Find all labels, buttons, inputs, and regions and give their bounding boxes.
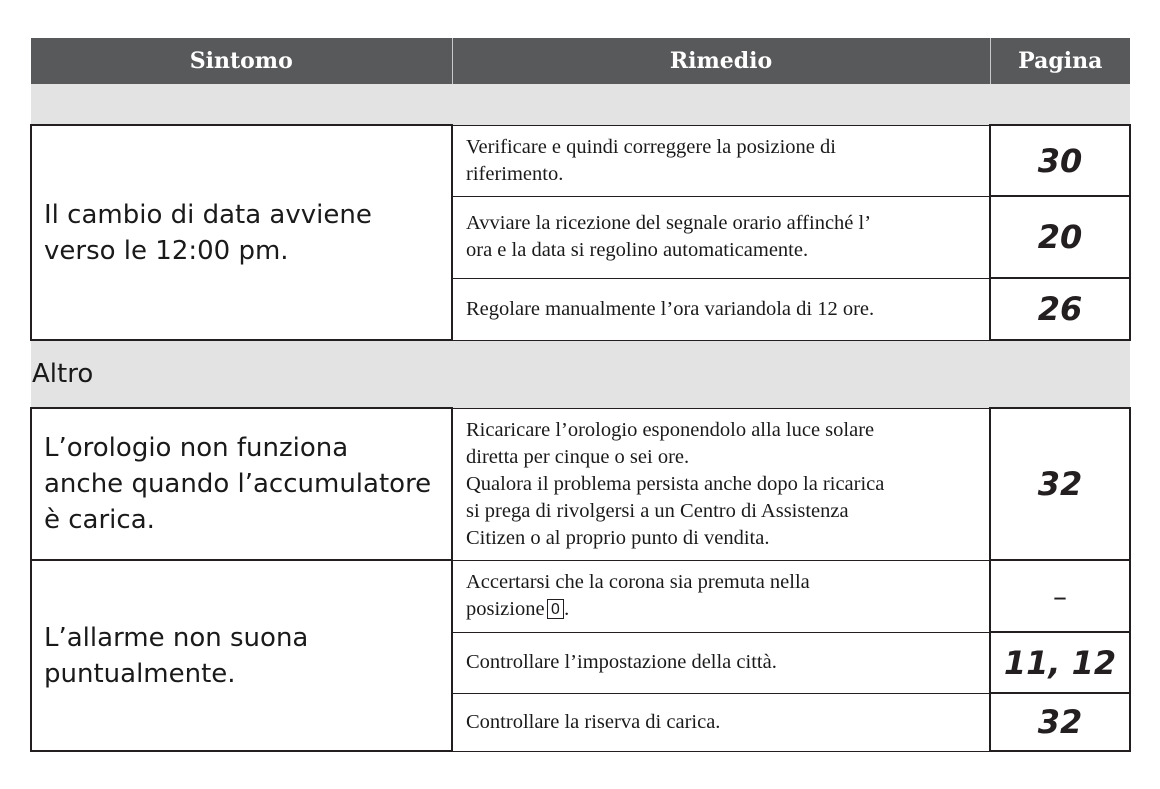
symptom-line: anche quando l’accumulatore [44, 469, 432, 499]
page-number: 32 [990, 408, 1130, 560]
remedy-line: Verificare e quindi correggere la posizione di [466, 135, 836, 158]
symptom-cell [31, 560, 452, 751]
section-title: Altro [31, 340, 1130, 408]
remedy-cell [452, 196, 990, 278]
table-row [31, 408, 1130, 560]
page-number: 30 [990, 125, 1130, 196]
remedy-line: Ricaricare l’orologio esponendolo alla luce solare [466, 418, 875, 441]
symptom-cell [31, 408, 452, 560]
remedy-line: Qualora il problema persista anche dopo la ricarica [466, 472, 885, 495]
remedy-cell [452, 560, 990, 632]
remedy-line: Controllare la riserva di carica. [466, 710, 721, 733]
remedy-line: ora e la data si regolino automaticamente. [466, 239, 809, 261]
remedy-line: diretta per cinque o sei ore. [466, 445, 690, 468]
troubleshooting-table [30, 38, 1131, 752]
page-number: 20 [990, 196, 1130, 278]
header-remedy: Rimedio [452, 38, 990, 84]
crown-position-box: 0 [547, 599, 565, 619]
remedy-line: si prega di rivolgersi a un Centro di Assistenza [466, 499, 849, 522]
symptom-line: Il cambio di data avviene [44, 199, 372, 230]
remedy-line: riferimento. [466, 162, 564, 185]
table-row [31, 560, 1130, 632]
header-symptom: Sintomo [31, 38, 452, 84]
remedy-line: Avviare la ricezione del segnale orario affinché l’ [466, 212, 872, 234]
header-page: Pagina [990, 38, 1130, 84]
table-header-row [31, 38, 1130, 84]
page-number: 11, 12 [990, 632, 1130, 693]
remedy-text: posizione [466, 598, 545, 620]
symptom-line: verso le 12:00 pm. [44, 235, 289, 266]
remedy-line: Accertarsi che la corona sia premuta nella [466, 571, 810, 593]
symptom-line: L’allarme non suona [44, 622, 309, 653]
page-number: – [990, 560, 1130, 632]
remedy-line: Controllare l’impostazione della città. [466, 651, 777, 673]
remedy-cell [452, 632, 990, 693]
remedy-cell [452, 408, 990, 560]
symptom-line: L’orologio non funziona [44, 433, 349, 463]
table-row [31, 125, 1130, 196]
symptom-cell [31, 125, 452, 340]
symptom-line: puntualmente. [44, 658, 236, 689]
remedy-line: Regolare manualmente l’ora variandola di 12 ore. [466, 297, 875, 320]
remedy-cell [452, 125, 990, 196]
section-row [31, 340, 1130, 408]
remedy-line: Citizen o al proprio punto di vendita. [466, 526, 770, 549]
remedy-cell [452, 693, 990, 751]
spacer-band [31, 84, 1130, 125]
remedy-line [466, 596, 977, 623]
remedy-cell [452, 278, 990, 340]
remedy-text: . [564, 598, 570, 620]
page-number: 32 [990, 693, 1130, 751]
symptom-line: è carica. [44, 505, 155, 535]
page-number: 26 [990, 278, 1130, 340]
